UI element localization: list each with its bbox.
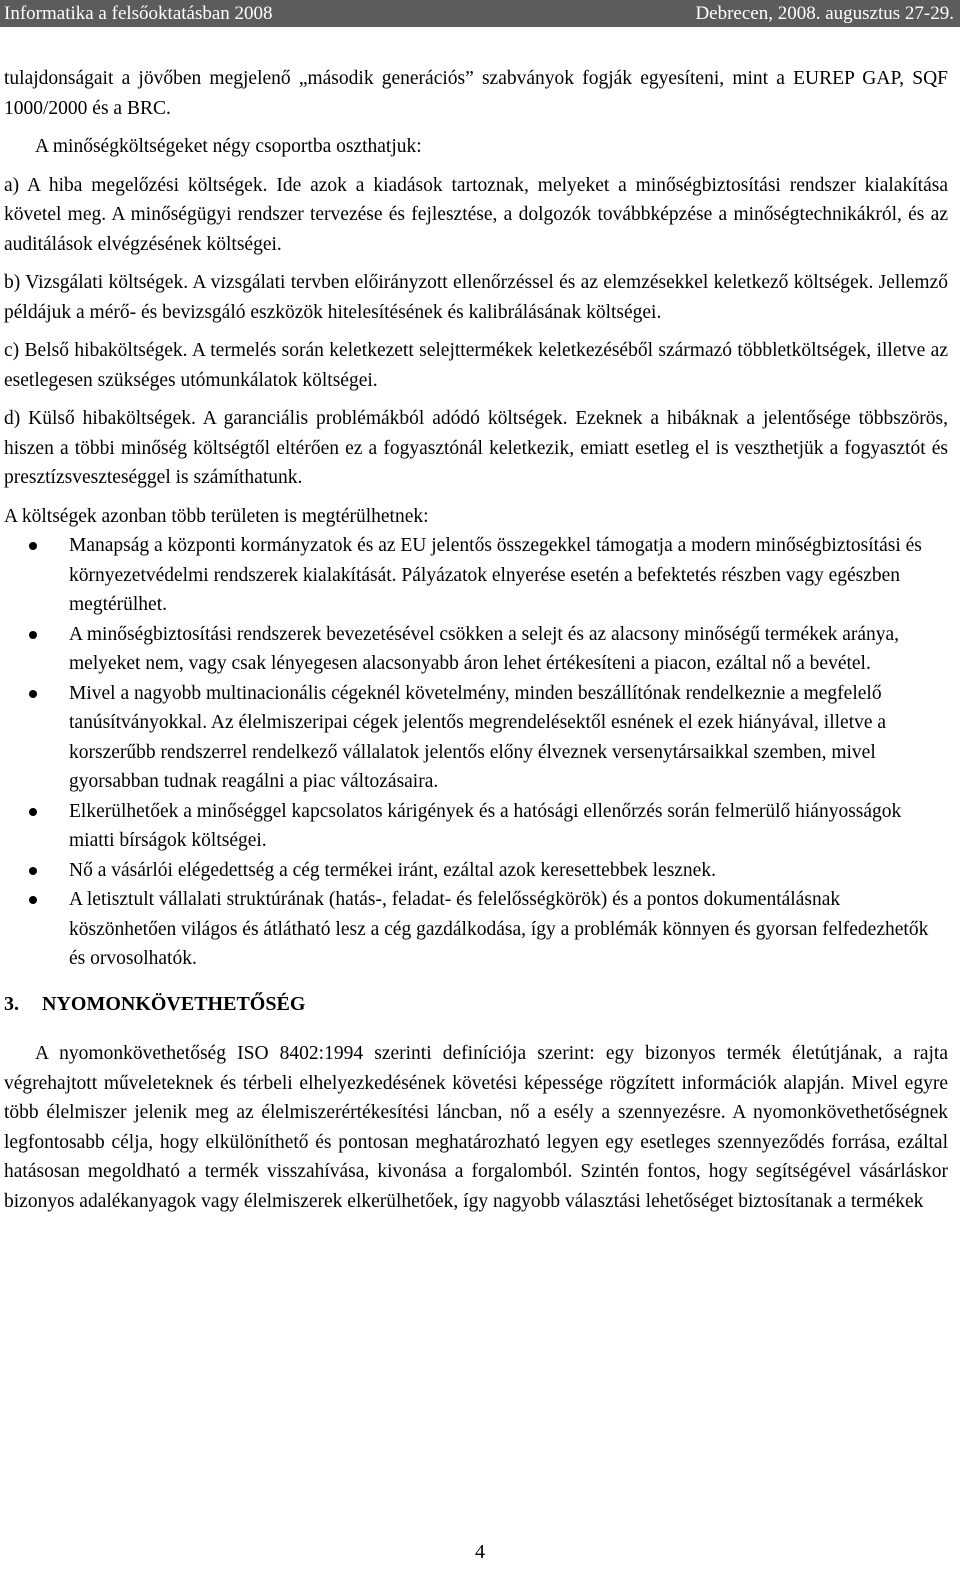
page-body	[4, 64, 948, 1216]
paragraph-continuation: tulajdonságait a jövőben megjelenő „második generációs” szabványok fogják egyesíteni, mint a EUREP GAP, SQF 1000/2000 és a BRC.	[4, 68, 948, 119]
bullet-icon	[29, 808, 37, 816]
paragraph-cost-d: d) Külső hibaköltségek. A garanciális problémákból adódó költségek. Ezeknek a hibáknak a jelentősége többszörös, hiszen a többi minőség költségtől eltérően ez a fogyasztónál keletkezik, emiatt esetleg el is veszthetjük a fogyasztót és presztízsveszteséggel is számíthatunk.	[4, 408, 948, 488]
bullet-icon	[29, 631, 37, 639]
bullet-icon	[29, 867, 37, 875]
section-number: 3.	[4, 992, 19, 1015]
section-heading	[4, 990, 948, 1020]
section-body-paragraph: A nyomonkövethetőség ISO 8402:1994 szerinti definíciója szerint: egy bizonyos termék életútjának, a rajta végrehajtott műveleteknek és térbeli elhelyezkedésének követési képessége rögzített információk alapján. Mivel egyre több élelmiszer jelenik meg az élelmiszerértékesítési láncban, nő a esély a szennyezésre. A nyomonkövethetőségnek legfontosabb célja, hogy elkülöníthető és pontosan meghatározható legyen egy esetleges szennyeződés forrása, ezáltal hatásosan megoldható a termék visszahívása, kivonása a forgalomból. Szintén fontos, hogy segítségével vásárláskor bizonyos adalékanyagok vagy élelmiszerek elkerülhetőek, így nagyobb választási lehetőséget biztosítanak a termékek	[4, 1043, 948, 1212]
page-number: 4	[475, 1541, 485, 1563]
paragraph-cost-c: c) Belső hibaköltségek. A termelés során keletkezett selejttermékek keletkezéséből származó többletköltségek, illetve az esetlegesen szükséges utómunkálatok költségei.	[4, 340, 948, 391]
paragraph-cost-groups-intro: A minőségköltségeket négy csoportba oszthatjuk:	[35, 136, 422, 157]
bullet-icon	[29, 896, 37, 904]
bullet-icon	[29, 542, 37, 550]
section-title: NYOMONKÖVETHETŐSÉG	[42, 992, 306, 1015]
list-item: Elkerülhetőek a minőséggel kapcsolatos kárigények és a hatósági ellenőrzés során felmerülő hiányosságok miatti bírságok költségei.	[4, 797, 948, 856]
list-item: A letisztult vállalati struktúrának (hatás-, feladat- és felelősségkörök) és a pontos dokumentálásnak köszönhetően világos és átlátható lesz a cég gazdálkodása, így a problémák könnyen és gyorsan felfedezhetők és orvosolhatók.	[4, 885, 948, 974]
paragraph-cost-a: a) A hiba megelőzési költségek. Ide azok a kiadások tartoznak, melyeket a minőségbiztosítási rendszer kialakítása követel meg. A minőségügyi rendszer tervezése és fejlesztése, a dolgozók továbbképzése a minőségtechnikákról, és az auditálások elvégzésének költségei.	[4, 174, 948, 255]
paragraph-returns-intro: A költségek azonban több területen is megtérülhetnek:	[4, 505, 429, 527]
bullet-icon	[29, 690, 37, 698]
list-item: Manapság a központi kormányzatok és az EU jelentős összegekkel támogatja a modern minőségbiztosítási és környezetvédelmi rendszerek kialakítását. Pályázatok elnyerése esetén a befektetés részben vagy egészben megtérülhet.	[4, 531, 948, 620]
header-place-date: Debrecen, 2008. augusztus 27-29.	[695, 3, 954, 24]
header-conference-title: Informatika a felsőoktatásban 2008	[4, 3, 273, 24]
paragraph-cost-b: b) Vizsgálati költségek. A vizsgálati tervben előirányzott ellenőrzéssel és az elemzésekkel keletkező költségek. Jellemző példájuk a mérő- és bevizsgáló eszközök hitelesítésének és kalibrálásának költségei.	[4, 272, 948, 323]
list-item: Mivel a nagyobb multinacionális cégeknél követelmény, minden beszállítónak rendelkeznie a megfelelő tanúsítványokkal. Az élelmiszeripai cégek jelentős megrendelésektől esnének el ezek hiányával, illetve a korszerűbb rendszerrel rendelkező vállalatok jelentős előny élveznek versenytársaikkal szemben, mivel gyorsabban tudnak reagálni a piac változásaira.	[4, 679, 948, 797]
list-item: Nő a vásárlói elégedettség a cég termékei iránt, ezáltal azok keresettebbek lesznek.	[4, 856, 948, 886]
list-item: A minőségbiztosítási rendszerek bevezetésével csökken a selejt és az alacsony minőségű termékek aránya, melyeket nem, vagy csak lényegesen alacsonyabb áron lehet értékesíteni a piacon, ezáltal nő a bevétel.	[4, 620, 948, 679]
returns-bullet-list	[4, 531, 948, 974]
running-header	[0, 0, 960, 27]
